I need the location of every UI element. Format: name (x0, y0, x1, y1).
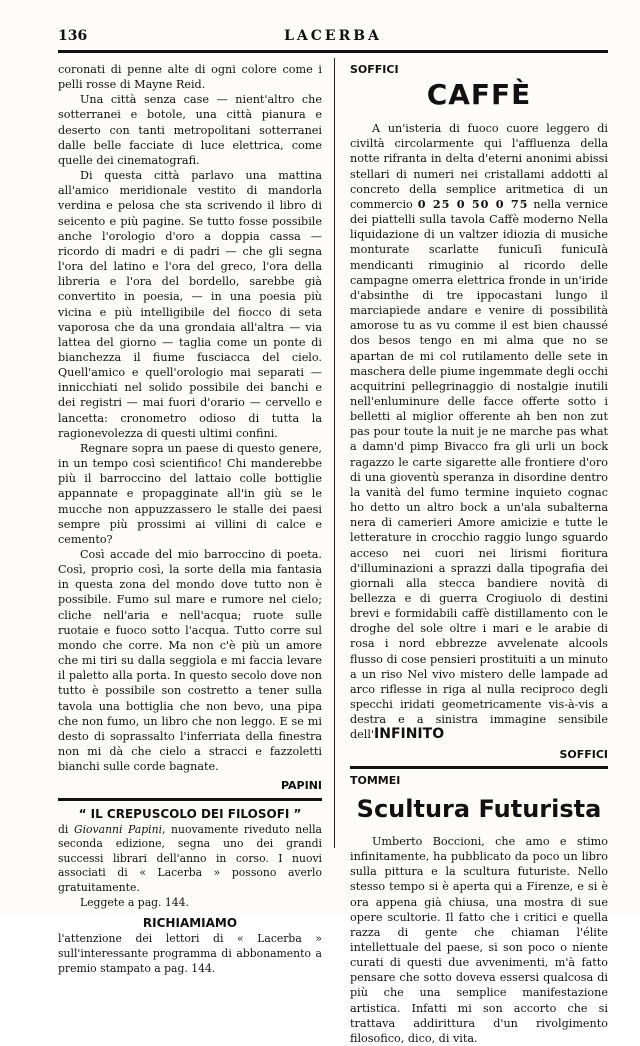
right-column (350, 62, 608, 1046)
article-paragraph: Una città senza case — nient'altro che sotterranei e botole, una città pianura e deserto con tanti metropolitani sotterranei dalle belle facciate di luce elettrica, come quelle dei cinematografi. (58, 93, 322, 167)
author-signature: PAPINI (280, 779, 322, 793)
notice-reference: Leggete a pag. 144. (80, 895, 189, 909)
price-numbers: 0 25 0 50 0 75 (417, 196, 529, 211)
section-divider (58, 798, 322, 801)
article-title: CAFFÈ (426, 78, 532, 112)
page-header (58, 26, 608, 53)
left-column (58, 62, 322, 976)
notice2-title: RICHIAMIAMO (142, 916, 238, 931)
article-author-label: SOFFICI (350, 63, 399, 76)
article-paragraph: coronati di penne alte di ogni colore come i pelli rosse di Mayne Reid. (58, 63, 322, 92)
page-number: 136 (58, 28, 88, 44)
poem-text: A un'isteria di fuoco cuore leggero di civiltà circolarmente qui l'affluenza della notte rifranta in delta d'eterni anonimi abissi stellari di numeri nei cristallami addotti al concreto della semplice aritmetica di un commercio 0 25 0 50 0 75 nella vernice dei piattelli sulla tavola Caffè moderno Nella liquidazione di un valtzer idiozia di musiche monturate scarlatte funicuIì funicuIà mendicanti rimuginio al ricordo delle campagne omerra elettrica fronde in un'iride d'absinthe di tre ippocastani lungo il marciapiede andare e venire di possibilità amorose tu as vu comme il est bien chaussé dos besos tengo en mi alma que no se apartan de mi col rutilamento delle sete in maschera delle piume ingemmate degli occhi acquitrini pellegrinaggio di nostalgie inutili nell'enluminure delle facce offerte sotto i belletti al miglior offerente ah ben non zut pas pour toute la nuit je ne marche pas what a damn'd pimp Bivacco fra gli urli un bock ragazzo le carte sigarette alle frontiere d'oro di una gioventù speranza in disordine dentro la vanità del fumo termine inquieto cognac ho detto un altro bock a un'ala subalterna nera di camerieri Amore amicizie e tutte le letterature in crocchio raggio lungo sguardo acceso nei cuori nei lirismi fioritura d'illuminazioni a sprazzi dalla tipografia dei giornali alla stecca bandiere novità di bellezza e di guerra Crogiuolo di destini brevi e formidabili caffè distillamento con le droghe del sole oltre i mari e le arabie di rosa i nord ebbrezze avvelenate alcools flusso di cose pensieri prostituiti a un minuto a un riso Nel vivo mistero delle lampade ad arco riflesse in riga al nulla reciproco degli specchi iridati geometricamente vis-à-vis a destra e a sinistra immagine sensibile dell'INFINITO (350, 122, 608, 743)
notice-text: di Giovanni Papini, nuovamente riveduto nella seconda edizione, segna uno dei grandi successi librari dell'anno in corso. I nuovi associati di « Lacerba » possono averlo gratuitamente. (58, 822, 322, 895)
article2-text: Umberto Boccioni, che amo e stimo infinitamente, ha pubblicato da poco un libro sulla pittura e la scultura futuriste. Nello stesso tempo si è aperta qui a Firenze, e si è ora appena già chiusa, una mostra di sue opere scultorie. Il fatto che i critici e quella razza di gente che chiaman l'élite intellettuale del paese, si son poco o niente curati di questi due avvenimenti, m'à fatto pensare che sotto doveva essersi qualcosa di più che una semplice manifestazione artistica. Infatti mi son accorto che si trattava addirittura d'un rivolgimento filosofico, dico, di vita. (350, 834, 608, 1045)
article-paragraph: Così accade del mio barroccino di poeta. Così, proprio così, la sorte della mia fantasia in questa zona del mondo dove tutto non è possibile. Fumo sul mare e rumore nel cielo; cliche nell'aria e nell'acqua; ruote sulle ruotaie e fuoco sotto l'acqua. Tutto corre sul mondo che corre. Ma non c'è più un amore che mi tiri su dalla seggiola e mi faccia levare il paletto alla porta. In questo secolo dove non tutto è possibile son costretto a tener sulla tavola una bottiglia che non bevo, una pipa che non fumo, un libro che non leggo. E se mi desto di soprassalto l'inferriata della finestra non mi dà che cielo a stracci e fazzoletti bianchi sulle corde bagnate. (58, 548, 322, 774)
notice-title: “ IL CREPUSCOLO DEI FILOSOFI ” (78, 806, 302, 821)
section-divider (350, 766, 608, 769)
article-paragraph: Regnare sopra un paese di questo genere, in un tempo così scientifico! Chi manderebbe più il barroccino del lattaio colle bottiglie appannate e propagginate all'in giù se le mucche non appuzzassero le stalle dei paesi sempre più prossimi ai villini di calce e cemento? (58, 441, 322, 546)
notice-author: Giovanni Papini (73, 822, 163, 836)
column-divider (334, 58, 335, 848)
infinito-word: INFINITO (374, 726, 445, 743)
notice2-text: l'attenzione dei lettori di « Lacerba » sull'interessante programma di abbonamento a premio stampato a pag. 144. (58, 932, 322, 975)
article2-author-label: TOMMEI (350, 773, 401, 787)
article-paragraph: Di questa città parlavo una mattina all'amico meridionale vestito di mandorla verdina e pelosa che sta scrivendo il libro di seicento e più pagine. Se tutto fosse possibile anche l'orologio d'oro a doppia cassa — ricordo di madri e di padri — che gli segna l'ora del latino e l'ora del greco, l'ora della libreria e l'ora del bordello, sarebbe già convertito in poesia, — in una poesia più vicina e più intelligibile del fiocco di seta vaporosa che da una grondaia all'altra — via lattea del giorno — taglia come un ponte di bianchezza il fiume fusciacca del cielo. Quell'amico e quell'orologio mai separati — innicchiati nel solido possibile dei banchi e dei registri — mai fuori d'orario — cervello e lancetta: cronometro odioso di tutta la ragionevolezza di questi ultimi confini. (58, 169, 322, 440)
journal-title: LACERBA (284, 28, 382, 44)
author-signature: SOFFICI (559, 747, 608, 761)
article2-title: Scultura Futurista (356, 794, 602, 823)
